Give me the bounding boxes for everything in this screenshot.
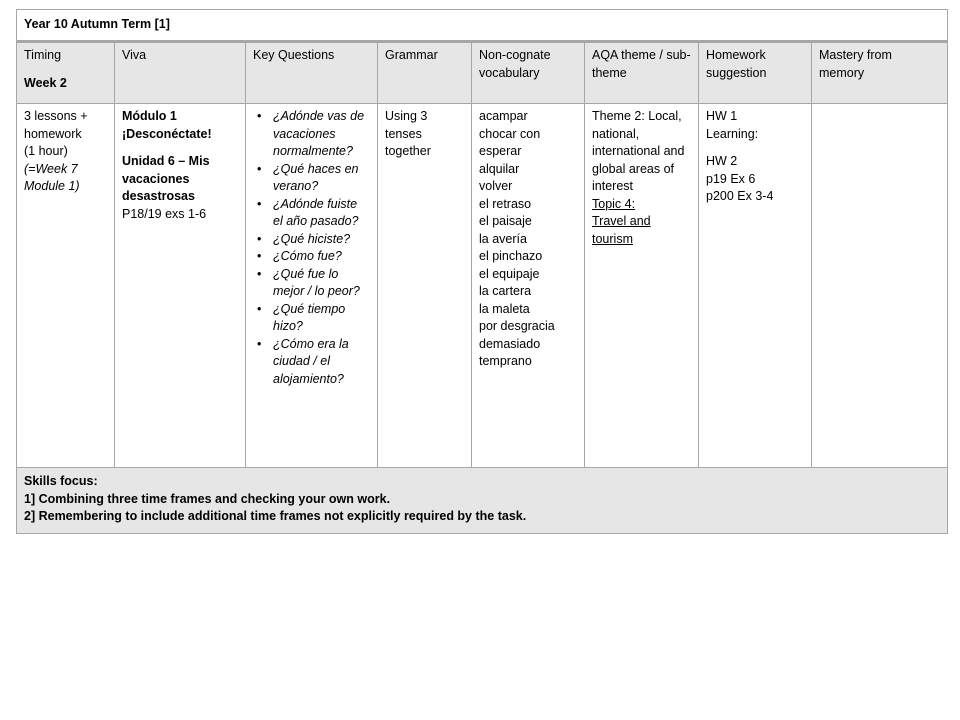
hw2-text-a: p19 Ex 6	[706, 171, 756, 186]
timing-line: (1 hour)	[24, 144, 68, 158]
viva-cell	[115, 104, 246, 468]
key-question: • ¿Adónde fuiste el año pasado?	[273, 196, 370, 231]
header-aqa-theme: AQA theme / sub-theme	[585, 42, 699, 104]
hw2-text-b: p200 Ex 3-4	[706, 189, 774, 203]
grammar-cell: Using 3 tenses together	[378, 104, 472, 468]
hw1-label: HW 1	[706, 109, 738, 123]
header-viva: Viva	[115, 42, 246, 104]
skills-cell	[17, 468, 948, 534]
key-question: • ¿Cómo era la ciudad / el alojamiento?	[273, 336, 370, 389]
key-questions-list	[253, 108, 370, 388]
vocab-item: el equipaje	[479, 266, 540, 281]
header-timing	[17, 42, 115, 104]
vocab-item: la cartera	[479, 284, 532, 298]
vocab-item: el pinchazo	[479, 249, 543, 263]
vocab-item: chocar con	[479, 126, 541, 141]
vocab-item: la maleta	[479, 301, 530, 316]
aqa-cell	[585, 104, 699, 468]
timing-cell	[17, 104, 115, 468]
aqa-topic: Travel and tourism	[592, 214, 651, 246]
vocab-item: la avería	[479, 231, 527, 246]
vocab-item: temprano	[479, 354, 532, 368]
hw2-label: HW 2	[706, 154, 738, 168]
header-row	[17, 42, 948, 104]
viva-module: Módulo 1	[122, 109, 177, 123]
key-question: • ¿Qué hiciste?	[273, 231, 370, 249]
aqa-theme: Theme 2: Local, national, international and global areas of interest	[592, 109, 685, 193]
key-question: • ¿Adónde vas de vacaciones normalmente?	[273, 108, 370, 161]
vocab-item: el retraso	[479, 196, 532, 211]
vocab-item: alquilar	[479, 161, 520, 176]
timing-line: Module 1)	[24, 179, 80, 193]
mastery-cell	[812, 104, 948, 468]
header-non-cognate: Non-cognate vocabulary	[472, 42, 585, 104]
timing-line: homework	[24, 126, 82, 141]
skills-item: 2] Remembering to include additional time frames not explicitly required by the task.	[24, 509, 527, 523]
header-timing-label: Timing	[24, 48, 62, 62]
key-questions-cell	[246, 104, 378, 468]
key-question: • ¿Qué fue lo mejor / lo peor?	[273, 266, 370, 301]
key-question: • ¿Cómo fue?	[273, 248, 370, 266]
title-row	[17, 10, 948, 42]
vocab-item: por desgracia	[479, 319, 555, 333]
header-homework: Homework suggestion	[699, 42, 812, 104]
vocabulary-cell	[472, 104, 585, 468]
viva-pages: P18/19 exs 1-6	[122, 206, 207, 221]
key-question: • ¿Qué tiempo hizo?	[273, 301, 370, 336]
header-week: Week 2	[24, 75, 67, 90]
table-title: Year 10 Autumn Term [1]	[17, 10, 948, 42]
aqa-topic-label: Topic 4:	[592, 196, 636, 211]
header-grammar: Grammar	[378, 42, 472, 104]
viva-unit: Unidad 6 – Mis vacaciones desastrosas	[122, 154, 210, 203]
hw1-text: Learning:	[706, 126, 759, 141]
header-key-questions: Key Questions	[246, 42, 378, 104]
timing-line: 3 lessons +	[24, 109, 88, 123]
skills-item: 1] Combining three time frames and checking your own work.	[24, 491, 391, 506]
header-mastery: Mastery from memory	[812, 42, 948, 104]
homework-cell	[699, 104, 812, 468]
content-row	[17, 104, 948, 468]
key-question: • ¿Qué haces en verano?	[273, 161, 370, 196]
skills-label: Skills focus:	[24, 474, 98, 488]
vocab-item: demasiado	[479, 336, 541, 351]
vocab-item: esperar	[479, 144, 522, 158]
vocab-item: el paisaje	[479, 214, 532, 228]
lesson-plan-table	[16, 9, 948, 534]
vocab-item: volver	[479, 179, 513, 193]
viva-module-title: ¡Desconéctate!	[122, 126, 212, 141]
vocab-item: acampar	[479, 109, 528, 123]
timing-line: (=Week 7	[24, 161, 78, 176]
skills-row	[17, 468, 948, 534]
